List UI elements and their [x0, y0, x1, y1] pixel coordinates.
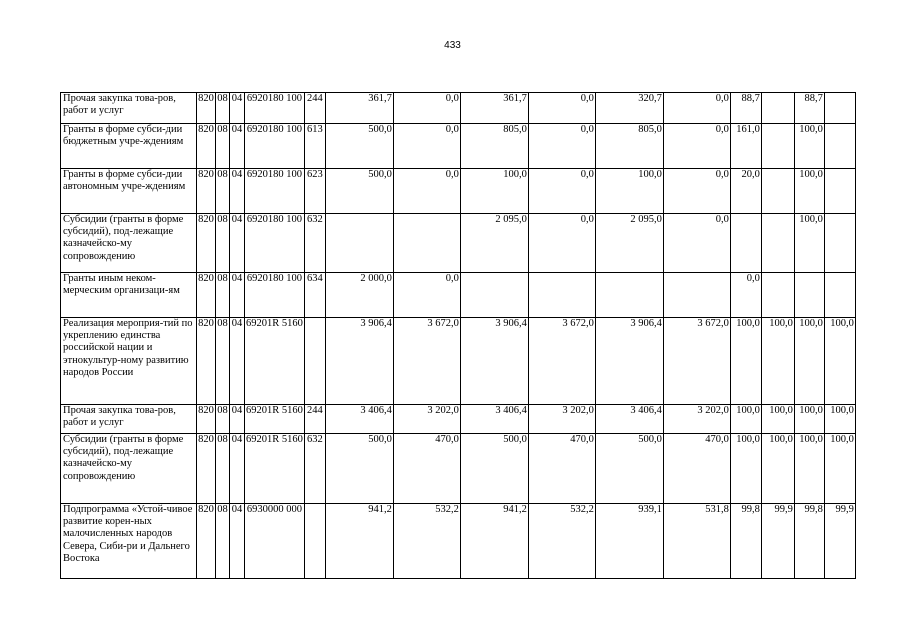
percent-approved-federal-cell: [761, 214, 794, 273]
row-name-cell: Субсидии (гранты в форме субсидий), под-лежащие казначейско-му сопровождению: [61, 214, 197, 273]
approved-total-cell: 3 406,4: [325, 405, 393, 434]
table-row: [61, 504, 856, 579]
executed-total-cell: [595, 273, 663, 318]
gr-code-cell: 820: [197, 405, 216, 434]
executed-total-cell: 500,0: [595, 434, 663, 504]
gr-code-cell: 820: [197, 318, 216, 405]
vr-code-cell: 244: [304, 93, 325, 124]
plan-federal-cell: 0,0: [528, 169, 595, 214]
approved-federal-cell: [393, 214, 460, 273]
percent-approved-federal-cell: 100,0: [761, 434, 794, 504]
approved-federal-cell: 532,2: [393, 504, 460, 579]
pr-code-cell: 04: [230, 434, 245, 504]
table-row: [61, 93, 856, 124]
percent-plan-federal-cell: 100,0: [824, 434, 855, 504]
rz-code-cell: 08: [216, 504, 230, 579]
percent-plan-federal-cell: 100,0: [824, 405, 855, 434]
approved-total-cell: 3 906,4: [325, 318, 393, 405]
percent-approved-federal-cell: 100,0: [761, 405, 794, 434]
pr-code-cell: 04: [230, 93, 245, 124]
plan-total-cell: 100,0: [460, 169, 528, 214]
approved-federal-cell: 3 202,0: [393, 405, 460, 434]
rz-code-cell: 08: [216, 169, 230, 214]
percent-approved-total-cell: 100,0: [730, 434, 761, 504]
rz-code-cell: 08: [216, 434, 230, 504]
executed-federal-cell: 470,0: [663, 434, 730, 504]
plan-total-cell: 3 406,4: [460, 405, 528, 434]
percent-plan-total-cell: 100,0: [794, 434, 824, 504]
plan-total-cell: 941,2: [460, 504, 528, 579]
vr-code-cell: 623: [304, 169, 325, 214]
approved-total-cell: 500,0: [325, 434, 393, 504]
pr-code-cell: 04: [230, 405, 245, 434]
percent-plan-total-cell: 100,0: [794, 214, 824, 273]
plan-total-cell: 805,0: [460, 124, 528, 169]
csr-code-cell: 6920180 100: [245, 93, 305, 124]
rz-code-cell: 08: [216, 405, 230, 434]
row-name-cell: Подпрограмма «Устой-чивое развитие корен-ных малочисленных народов Севера, Сиби-ри и Дальнего Востока: [61, 504, 197, 579]
percent-approved-federal-cell: [761, 124, 794, 169]
row-name-cell: Реализация мероприя-тий по укреплению единства российской нации и этнокультур-ному развитию народов России: [61, 318, 197, 405]
percent-plan-federal-cell: [824, 169, 855, 214]
table-row: [61, 434, 856, 504]
percent-approved-total-cell: [730, 214, 761, 273]
gr-code-cell: 820: [197, 124, 216, 169]
percent-approved-federal-cell: [761, 273, 794, 318]
approved-federal-cell: 0,0: [393, 169, 460, 214]
gr-code-cell: 820: [197, 93, 216, 124]
rz-code-cell: 08: [216, 273, 230, 318]
approved-federal-cell: 0,0: [393, 93, 460, 124]
executed-federal-cell: 3 202,0: [663, 405, 730, 434]
percent-approved-federal-cell: [761, 93, 794, 124]
pr-code-cell: 04: [230, 214, 245, 273]
gr-code-cell: 820: [197, 273, 216, 318]
percent-plan-total-cell: [794, 273, 824, 318]
percent-plan-total-cell: 100,0: [794, 124, 824, 169]
percent-plan-total-cell: 88,7: [794, 93, 824, 124]
csr-code-cell: 6920180 100: [245, 273, 305, 318]
vr-code-cell: [304, 504, 325, 579]
executed-total-cell: 320,7: [595, 93, 663, 124]
approved-federal-cell: 0,0: [393, 273, 460, 318]
executed-total-cell: 939,1: [595, 504, 663, 579]
budget-table: [60, 92, 856, 579]
percent-approved-total-cell: 0,0: [730, 273, 761, 318]
approved-federal-cell: 470,0: [393, 434, 460, 504]
executed-total-cell: 3 906,4: [595, 318, 663, 405]
approved-total-cell: 2 000,0: [325, 273, 393, 318]
vr-code-cell: 634: [304, 273, 325, 318]
percent-approved-federal-cell: 100,0: [761, 318, 794, 405]
pr-code-cell: 04: [230, 504, 245, 579]
percent-approved-total-cell: 161,0: [730, 124, 761, 169]
gr-code-cell: 820: [197, 504, 216, 579]
pr-code-cell: 04: [230, 318, 245, 405]
executed-federal-cell: 3 672,0: [663, 318, 730, 405]
percent-plan-total-cell: 100,0: [794, 169, 824, 214]
plan-federal-cell: 3 202,0: [528, 405, 595, 434]
approved-total-cell: 500,0: [325, 124, 393, 169]
csr-code-cell: 6920180 100: [245, 214, 305, 273]
csr-code-cell: 69201R 5160: [245, 405, 305, 434]
table-row: [61, 405, 856, 434]
plan-federal-cell: 0,0: [528, 214, 595, 273]
plan-total-cell: 500,0: [460, 434, 528, 504]
plan-total-cell: 361,7: [460, 93, 528, 124]
vr-code-cell: 632: [304, 434, 325, 504]
percent-plan-federal-cell: [824, 214, 855, 273]
pr-code-cell: 04: [230, 273, 245, 318]
plan-federal-cell: 0,0: [528, 124, 595, 169]
gr-code-cell: 820: [197, 434, 216, 504]
executed-federal-cell: 0,0: [663, 93, 730, 124]
percent-approved-total-cell: 88,7: [730, 93, 761, 124]
plan-federal-cell: 470,0: [528, 434, 595, 504]
vr-code-cell: [304, 318, 325, 405]
executed-federal-cell: 0,0: [663, 214, 730, 273]
table-row: [61, 318, 856, 405]
percent-approved-total-cell: 99,8: [730, 504, 761, 579]
page-number: 433: [444, 40, 461, 51]
executed-total-cell: 805,0: [595, 124, 663, 169]
vr-code-cell: 613: [304, 124, 325, 169]
gr-code-cell: 820: [197, 214, 216, 273]
row-name-cell: Прочая закупка това-ров, работ и услуг: [61, 405, 197, 434]
table-row: [61, 273, 856, 318]
percent-plan-federal-cell: [824, 124, 855, 169]
executed-total-cell: 3 406,4: [595, 405, 663, 434]
rz-code-cell: 08: [216, 318, 230, 405]
percent-approved-total-cell: 100,0: [730, 318, 761, 405]
rz-code-cell: 08: [216, 124, 230, 169]
percent-approved-federal-cell: 99,9: [761, 504, 794, 579]
percent-plan-total-cell: 99,8: [794, 504, 824, 579]
table-body: [61, 93, 856, 579]
approved-total-cell: 941,2: [325, 504, 393, 579]
approved-total-cell: 361,7: [325, 93, 393, 124]
percent-plan-total-cell: 100,0: [794, 405, 824, 434]
plan-federal-cell: 0,0: [528, 93, 595, 124]
percent-plan-total-cell: 100,0: [794, 318, 824, 405]
executed-federal-cell: [663, 273, 730, 318]
plan-total-cell: 2 095,0: [460, 214, 528, 273]
plan-total-cell: 3 906,4: [460, 318, 528, 405]
table-row: [61, 124, 856, 169]
percent-plan-federal-cell: 99,9: [824, 504, 855, 579]
executed-total-cell: 100,0: [595, 169, 663, 214]
rz-code-cell: 08: [216, 214, 230, 273]
percent-approved-total-cell: 20,0: [730, 169, 761, 214]
rz-code-cell: 08: [216, 93, 230, 124]
plan-federal-cell: 3 672,0: [528, 318, 595, 405]
row-name-cell: Гранты иным неком-мерческим организаци-ям: [61, 273, 197, 318]
vr-code-cell: 244: [304, 405, 325, 434]
gr-code-cell: 820: [197, 169, 216, 214]
csr-code-cell: 6920180 100: [245, 169, 305, 214]
approved-federal-cell: 0,0: [393, 124, 460, 169]
executed-federal-cell: 0,0: [663, 169, 730, 214]
plan-federal-cell: [528, 273, 595, 318]
pr-code-cell: 04: [230, 124, 245, 169]
row-name-cell: Гранты в форме субси-дии автономным учре-ждениям: [61, 169, 197, 214]
table-row: [61, 214, 856, 273]
table-row: [61, 169, 856, 214]
pr-code-cell: 04: [230, 169, 245, 214]
percent-approved-federal-cell: [761, 169, 794, 214]
row-name-cell: Субсидии (гранты в форме субсидий), под-лежащие казначейско-му сопровождению: [61, 434, 197, 504]
csr-code-cell: 6930000 000: [245, 504, 305, 579]
csr-code-cell: 69201R 5160: [245, 318, 305, 405]
executed-federal-cell: 0,0: [663, 124, 730, 169]
row-name-cell: Гранты в форме субси-дии бюджетным учре-ждениям: [61, 124, 197, 169]
approved-federal-cell: 3 672,0: [393, 318, 460, 405]
approved-total-cell: [325, 214, 393, 273]
csr-code-cell: 69201R 5160: [245, 434, 305, 504]
plan-federal-cell: 532,2: [528, 504, 595, 579]
csr-code-cell: 6920180 100: [245, 124, 305, 169]
approved-total-cell: 500,0: [325, 169, 393, 214]
percent-plan-federal-cell: [824, 273, 855, 318]
executed-total-cell: 2 095,0: [595, 214, 663, 273]
vr-code-cell: 632: [304, 214, 325, 273]
percent-plan-federal-cell: 100,0: [824, 318, 855, 405]
percent-approved-total-cell: 100,0: [730, 405, 761, 434]
percent-plan-federal-cell: [824, 93, 855, 124]
plan-total-cell: [460, 273, 528, 318]
row-name-cell: Прочая закупка това-ров, работ и услуг: [61, 93, 197, 124]
executed-federal-cell: 531,8: [663, 504, 730, 579]
